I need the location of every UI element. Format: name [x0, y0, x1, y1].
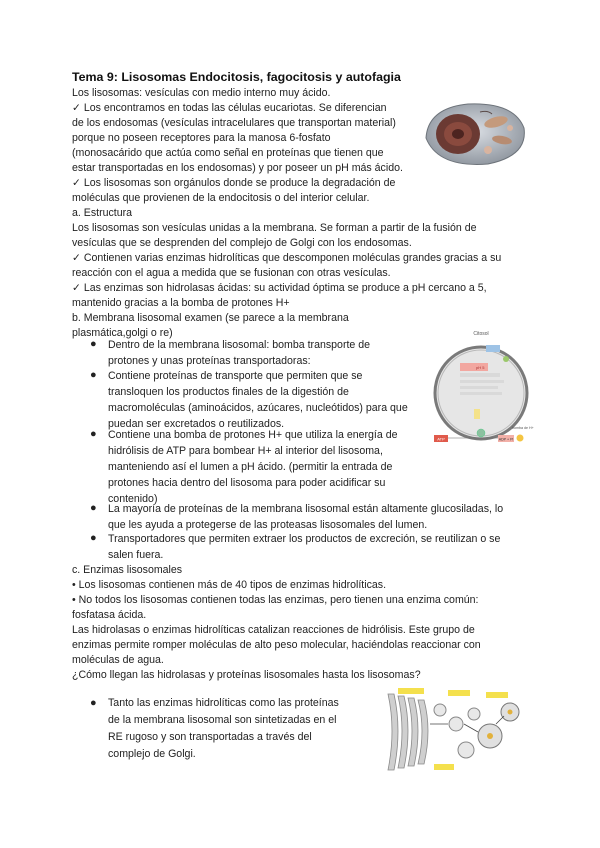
section-c-line: fosfatasa ácida.	[72, 609, 147, 621]
bullet-text: puedan ser excretados o reutilizados.	[108, 418, 285, 430]
section-c-question: ¿Cómo llegan las hidrolasas y proteínas lisosomales hasta los lisosomas?	[72, 669, 421, 681]
section-c-line: • No todos los lisosomas contienen todas las enzimas, pero tienen una enzima común:	[72, 594, 479, 606]
bullet-text: contenido)	[108, 493, 158, 505]
section-c-line: Las hidrolasas o enzimas hidrolíticas catalizan reacciones de hidrólisis. Este grupo de	[72, 624, 475, 636]
section-b-line: plasmática,golgi o re)	[72, 327, 173, 339]
intro-line: ✓ Los encontramos en todas las células eucariotas. Se diferencian	[72, 102, 387, 114]
bullet-text: que les ayuda a protegerse de las proteasas lisosomales del lumen.	[108, 519, 428, 531]
bullet-text: salen fuera.	[108, 549, 164, 561]
golgi-transport-diagram	[370, 684, 530, 776]
bullet-dot: ●	[90, 338, 97, 350]
bullet-text: protones y unas proteínas transportadoras:	[108, 355, 311, 367]
intro-line: porque no poseen receptores para la manosa 6-fosfato	[72, 132, 331, 144]
bullet-dot: ●	[90, 502, 97, 514]
bullet-text: Tanto las enzimas hidrolíticas como las proteínas	[108, 697, 339, 709]
bullet-text: macromoléculas (aminoácidos, azúcares, nucleótidos) para que	[108, 402, 408, 414]
section-c-line: enzimas permite romper moléculas de alto peso molecular, haciéndolas reaccionar con	[72, 639, 481, 651]
section-a-line: reacción con el agua a medida que se fusionan con otras vesículas.	[72, 267, 391, 279]
bullet-dot: ●	[90, 697, 97, 709]
bullet-text: Contiene una bomba de protones H+ que utiliza la energía de	[108, 429, 398, 441]
bullet-text: complejo de Golgi.	[108, 748, 196, 760]
section-a-line: mantenido gracias a la bomba de protones H+	[72, 297, 290, 309]
intro-line: de los endosomas (vesículas intracelulares que transportan material)	[72, 117, 396, 129]
section-a-line: ✓ Las enzimas son hidrolasas ácidas: su actividad óptima se produce a pH cercano a 5,	[72, 282, 487, 294]
page-title: Tema 9: Lisosomas Endocitosis, fagocitosis y autofagia	[72, 70, 401, 84]
section-heading-membrana: b. Membrana lisosomal examen (se parece a la membrana	[72, 312, 349, 324]
pump-label: bomba de H+	[512, 426, 534, 430]
ph-label: pH 5	[476, 365, 485, 370]
adp-label: ADP + Pi	[498, 437, 514, 442]
bullet-dot: ●	[90, 428, 97, 440]
bullet-text: protones hacia dentro del lisosoma para poder acidificar su	[108, 477, 386, 489]
intro-line: Los lisosomas: vesículas con medio interno muy ácido.	[72, 87, 331, 99]
section-c-line: • Los lisosomas contienen más de 40 tipos de enzimas hidrolíticas.	[72, 579, 387, 591]
bullet-text: transloquen los productos finales de la digestión de	[108, 386, 349, 398]
section-heading-enzimas: c. Enzimas lisosomales	[72, 564, 183, 576]
bullet-text: RE rugoso y son transportadas a través del	[108, 731, 312, 743]
bullet-text: Dentro de la membrana lisosomal: bomba transporte de	[108, 339, 371, 351]
section-a-line: Los lisosomas son vesículas unidas a la membrana. Se forman a partir de la fusión de	[72, 222, 477, 234]
section-a-line: vesículas que se desprenden del complejo de Golgi con los endosomas.	[72, 237, 412, 249]
intro-line: (monosacárido que actúa como señal en proteínas que tienen que	[72, 147, 384, 159]
section-a-line: ✓ Contienen varias enzimas hidrolíticas que descomponen moléculas grandes gracias a su	[72, 252, 502, 264]
atp-label: ATP	[437, 436, 445, 442]
figure-label-top: Citosol	[473, 331, 489, 337]
section-heading-estructura: a. Estructura	[72, 207, 133, 219]
cell-illustration	[418, 98, 530, 170]
lysosome-membrane-diagram	[426, 325, 536, 457]
bullet-text: hidrólisis de ATP para bombear H+ al interior del lisosoma,	[108, 445, 383, 457]
intro-line: ✓ Los lisosomas son orgánulos donde se produce la degradación de	[72, 177, 396, 189]
bullet-text: Transportadores que permiten extraer los productos de excreción, se reutilizan o se	[108, 533, 501, 545]
bullet-text: de la membrana lisosomal son sintetizadas en el	[108, 714, 337, 726]
intro-line: estar transportadas en los endosomas) y por poseer un pH más ácido.	[72, 162, 403, 174]
intro-line: moléculas que provienen de la endocitosis o del interior celular.	[72, 192, 370, 204]
bullet-dot: ●	[90, 369, 97, 381]
bullet-text: manteniendo así el lumen a pH ácido. (permitir la entrada de	[108, 461, 393, 473]
bullet-text: Contiene proteínas de transporte que permiten que se	[108, 370, 363, 382]
bullet-dot: ●	[90, 532, 97, 544]
bullet-text: La mayoría de proteínas de la membrana lisosomal están altamente glucosiladas, lo	[108, 503, 504, 515]
diagram-box	[486, 345, 500, 352]
section-c-line: moléculas de agua.	[72, 654, 164, 666]
